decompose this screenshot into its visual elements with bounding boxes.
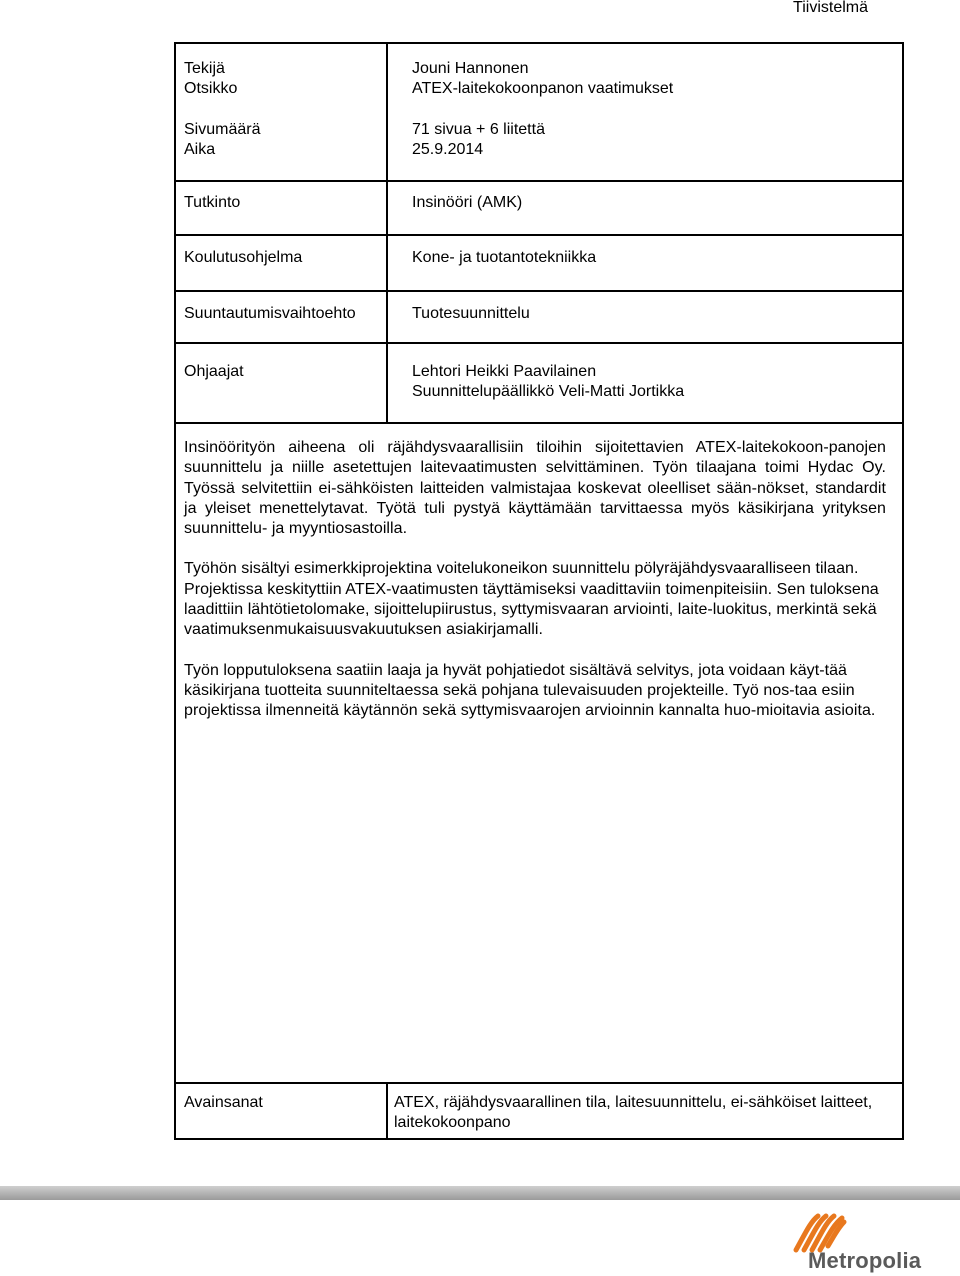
- footer-band: [0, 1186, 960, 1200]
- keywords-value: ATEX, räjähdysvaarallinen tila, laitesuunnittelu, ei-sähköiset laitteet, laitekokoonpano: [394, 1094, 873, 1131]
- supervisor-1: Lehtori Heikki Paavilainen: [412, 363, 597, 380]
- abstract-paragraph-1: Insinöörityön aiheena oli räjähdysvaarallisiin tiloihin sijoitettavien ATEX-laitekokoon-panojen suunnittelu ja niille asetettujen laitevaatimusten selvittäminen. Työn tilaajana toimi Hydac Oy. Työssä selvitettiin ei-sähköisten laitteiden valmistajaa koskevat oleelliset sään-nökset, standardit ja yleiset menettelytavat. Työtä tuli pystyä käyttämään tarvittaessa myös käsikirjana yrityksen suunnittelu- ja myyntiosastoilla.: [184, 439, 886, 538]
- keywords-divider: [386, 1084, 388, 1138]
- info-row-basic: [176, 44, 902, 182]
- degree-label: Tutkinto: [184, 194, 241, 211]
- date-value: 25.9.2014: [412, 141, 484, 158]
- abstract-text: [184, 438, 886, 742]
- author-value: Jouni Hannonen: [412, 60, 529, 77]
- option-label: Suuntautumisvaihtoehto: [184, 305, 356, 322]
- logo-text: Metropolia: [808, 1248, 922, 1273]
- info-row-supervisors: [176, 344, 902, 424]
- supervisors-label: Ohjaajat: [184, 363, 244, 380]
- supervisor-2: Suunnittelupäällikkö Veli-Matti Jortikka: [412, 383, 685, 400]
- keywords-table: [174, 1082, 904, 1140]
- pages-value: 71 sivua + 6 liitettä: [412, 121, 545, 138]
- page-header-title: Tiivistelmä: [793, 0, 868, 16]
- info-row-programme: [176, 236, 902, 292]
- programme-label: Koulutusohjelma: [184, 249, 303, 266]
- abstract-paragraph-2: Työhön sisältyi esimerkkiprojektina voitelukoneikon suunnittelu pölyräjähdysvaaralliseen tilaan. Projektissa keskityttiin ATEX-vaatimusten täyttämiseksi vaadittaviin toimenpiteisiin. Sen tuloksena laadittiin lähtötietolomake, sijoittelupiirustus, syttymisvaaran arviointi, laite-luokitus, merkintä sekä vaatimuksenmukaisuusvakuutuksen asiakirjamalli.: [184, 560, 879, 639]
- keywords-label: Avainsanat: [184, 1094, 263, 1111]
- option-value: Tuotesuunnittelu: [412, 305, 530, 322]
- date-label: Aika: [184, 141, 216, 158]
- pages-label: Sivumäärä: [184, 121, 261, 138]
- degree-value: Insinööri (AMK): [412, 194, 523, 211]
- info-row-option: [176, 292, 902, 344]
- abstract-paragraph-3: Työn lopputuloksena saatiin laaja ja hyvät pohjatiedot sisältävä selvitys, jota voidaan käyt-tää käsikirjana tuotteita suunniteltaessa sekä pohjana tulevaisuuden projekteille. Työ nos-taa esiin projektissa ilmenneitä käytännön sekä syttymisvaarojen arvioinnin kannalta huo-mioitavia asioita.: [184, 661, 876, 720]
- title-label: Otsikko: [184, 80, 238, 97]
- abstract-box: [174, 422, 904, 1084]
- programme-value: Kone- ja tuotantotekniikka: [412, 249, 597, 266]
- author-label: Tekijä: [184, 60, 225, 77]
- title-value: ATEX-laitekokoonpanon vaatimukset: [412, 80, 674, 97]
- info-table: [174, 42, 904, 424]
- info-row-degree: [176, 180, 902, 236]
